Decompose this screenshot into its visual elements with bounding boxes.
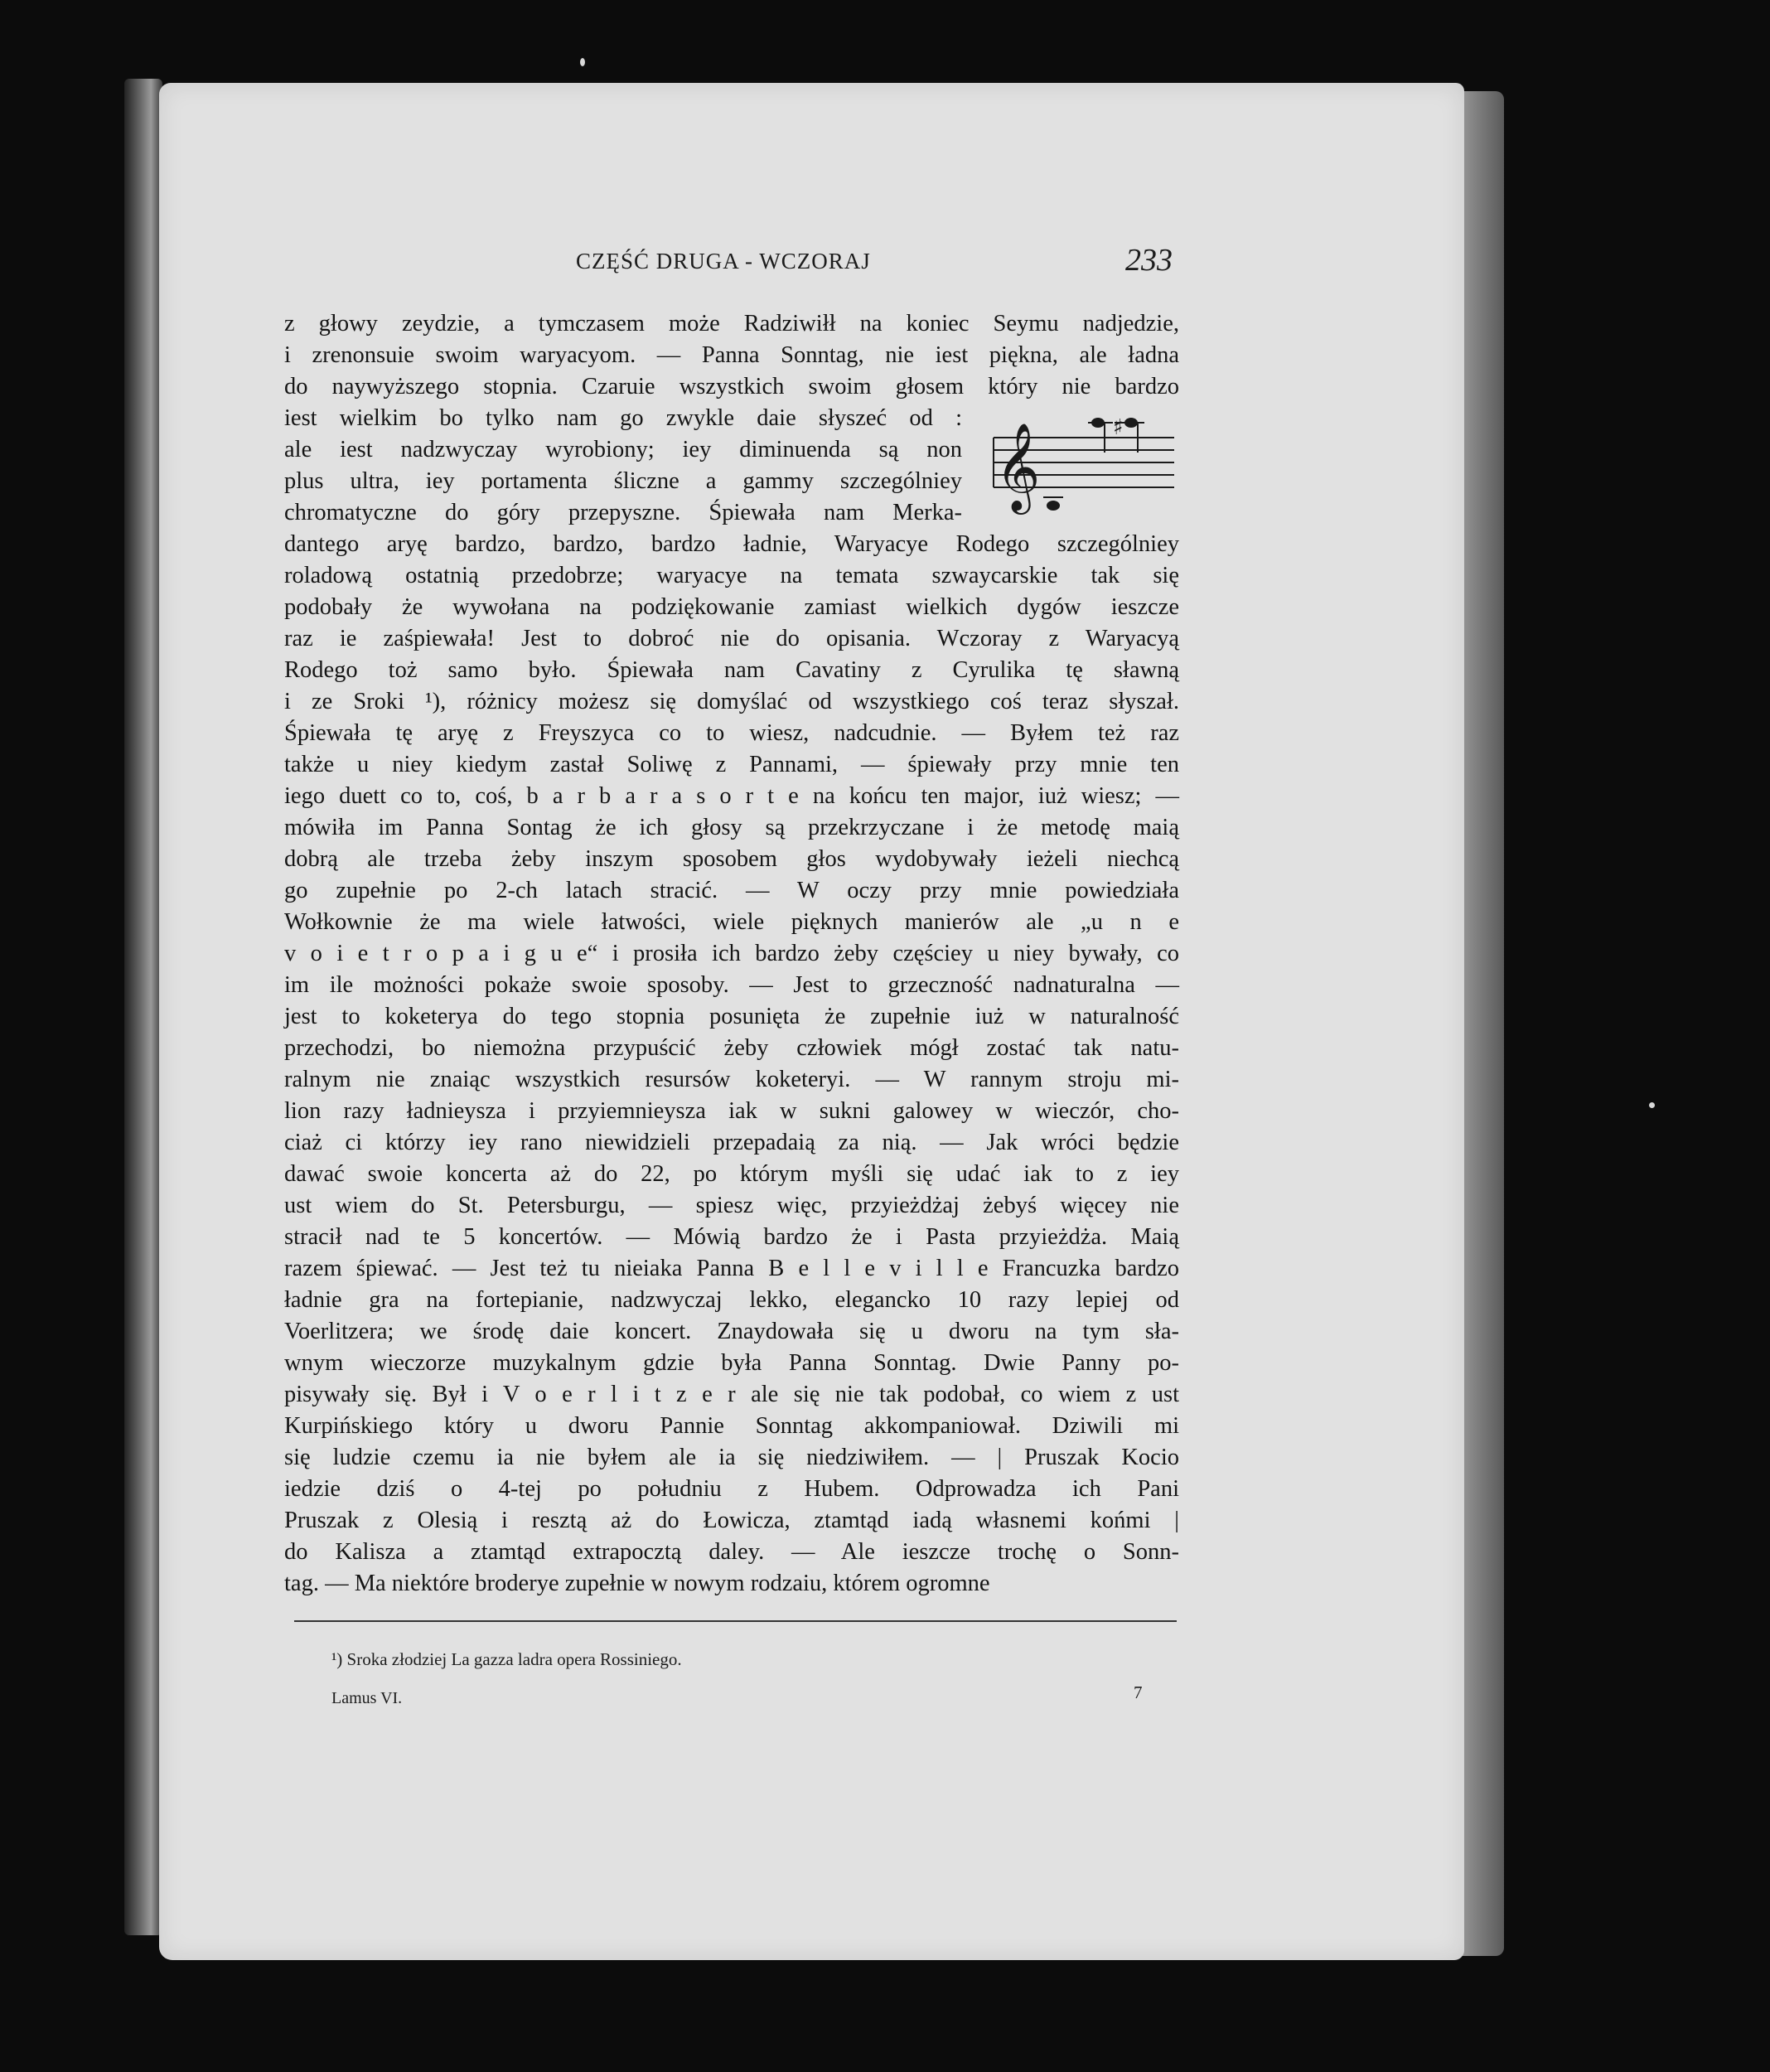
book-spine-edge <box>124 79 162 1935</box>
dust-speck <box>580 58 585 66</box>
text-line: pisywały się. Był i V o e r l i t z e r ale się nie tak podobał, co wiem z ust <box>284 1382 1179 1407</box>
running-head: CZĘŚĆ DRUGA - WCZORAJ <box>576 249 871 274</box>
text-line: ust wiem do St. Petersburgu, — spiesz więc, przyieżdżaj żebyś więcey nie <box>284 1193 1179 1218</box>
text-line: v o i e t r o p a i g u e“ i prosiła ich bardzo żeby częściey u niey bywały, co <box>284 941 1179 966</box>
text-line: im ile możności pokaże swoie sposoby. — Jest to grzeczność nadnaturalna — <box>284 972 1179 998</box>
text-line: jest to koketerya do tego stopnia posunięta że zupełnie iuż w naturalność <box>284 1004 1179 1029</box>
text-line: dobrą ale trzeba żeby inszym sposobem głos wydobywały ieżeli niechcą <box>284 846 1179 872</box>
music-staff-figure <box>990 413 1177 522</box>
text-line: do naywyższego stopnia. Czaruie wszystkich swoim głosem który nie bardzo <box>284 374 1179 399</box>
footnote: ¹) Sroka złodziej La gazza ladra opera Rossiniego. <box>331 1649 682 1669</box>
text-line: przechodzi, bo niemożna przypuścić żeby człowiek mógł zostać tak natu- <box>284 1035 1179 1061</box>
text-line: iego duett co to, coś, b a r b a r a s o r t e na końcu ten major, iuż wiesz; — <box>284 783 1179 809</box>
page-number: 233 <box>1125 243 1173 278</box>
footnote-rule <box>294 1620 1177 1622</box>
text-line: lion razy ładnieysza i przyiemnieysza iak w sukni galowey w wieczór, cho- <box>284 1098 1179 1124</box>
svg-text:𝄞: 𝄞 <box>995 422 1041 511</box>
text-line: Kurpińskiego który u dworu Pannie Sonntag akkompaniował. Dziwili mi <box>284 1413 1179 1439</box>
text-line: ralnym nie znaiąc wszystkich resursów koketeryi. — W rannym stroju mi- <box>284 1067 1179 1092</box>
text-line: ładnie gra na fortepianie, nadzwyczaj lekko, elegancko 10 razy lepiej od <box>284 1287 1179 1313</box>
text-line: Wołkownie że ma wiele łatwości, wiele pięknych manierów ale „u n e <box>284 909 1179 935</box>
text-line: iedzie dziś o 4-tej po południu z Hubem. Odprowadza ich Pani <box>284 1476 1179 1502</box>
text-line: ciaż ci którzy iey rano niewidzieli przepadaią za nią. — Jak wróci będzie <box>284 1130 1179 1155</box>
text-line: wnym wieczorze muzykalnym gdzie była Panna Sonntag. Dwie Panny po- <box>284 1350 1179 1376</box>
text-line: z głowy zeydzie, a tymczasem może Radziwiłł na koniec Seymu nadjedzie, <box>284 311 1179 336</box>
svg-text:♯: ♯ <box>1113 415 1124 440</box>
sheet-number: 7 <box>1134 1682 1143 1702</box>
text-line: do Kalisza a ztamtąd extrapocztą daley. — Ale ieszcze trochę o Sonn- <box>284 1539 1179 1565</box>
text-line: chromatyczne do góry przepyszne. Śpiewała nam Merka- <box>284 500 962 525</box>
text-line: i zrenonsuie swoim waryacyom. — Panna Sonntag, nie iest piękna, ale ładna <box>284 342 1179 368</box>
text-line: mówiła im Panna Sontag że ich głosy są przekrzyczane i że metodę maią <box>284 815 1179 840</box>
text-line: go zupełnie po 2-ch latach stracić. — W oczy przy mnie powiedziała <box>284 878 1179 903</box>
text-line: Pruszak z Olesią i resztą aż do Łowicza, ztamtąd iadą własnemi końmi | <box>284 1508 1179 1533</box>
text-line: Voerlitzera; we środę daie koncert. Znaydowała się u dworu na tym sła- <box>284 1319 1179 1344</box>
text-line: podobały że wywołana na podziękowanie zamiast wielkich dygów ieszcze <box>284 594 1179 620</box>
page-header <box>331 242 1173 283</box>
text-line: dawać swoie koncerta aż do 22, po którym myśli się udać iak to z iey <box>284 1161 1179 1187</box>
text-line: razem śpiewać. — Jest też tu nieiaka Panna B e l l e v i l l e Francuzka bardzo <box>284 1256 1179 1281</box>
text-line: ale iest nadzwyczay wyrobiony; iey diminuenda są non <box>284 437 962 462</box>
dust-speck <box>1649 1102 1655 1108</box>
text-line: stracił nad te 5 koncertów. — Mówią bardzo że i Pasta przyieżdża. Maią <box>284 1224 1179 1250</box>
text-line: Rodego toż samo było. Śpiewała nam Cavatiny z Cyrulika tę sławną <box>284 657 1179 683</box>
text-line: iest wielkim bo tylko nam go zwykle daie słyszeć od : <box>284 405 962 431</box>
text-line: plus ultra, iey portamenta śliczne a gammy szczególniey <box>284 468 962 494</box>
text-line: się ludzie czemu ia nie byłem ale ia się niedziwiłem. — | Pruszak Kocio <box>284 1445 1179 1470</box>
text-line: dantego aryę bardzo, bardzo, bardzo ładnie, Waryacye Rodego szczególniey <box>284 531 1179 557</box>
text-line: także u niey kiedym zastał Soliwę z Pannami, — śpiewały przy mnie ten <box>284 752 1179 777</box>
text-line: i ze Sroki ¹), różnicy możesz się domyślać od wszystkiego coś teraz słyszał. <box>284 689 1179 714</box>
text-line: Śpiewała tę aryę z Freyszyca co to wiesz, nadcudnie. — Byłem też raz <box>284 720 1179 746</box>
printer-signature: Lamus VI. <box>331 1689 403 1707</box>
text-line: roladową ostatnią przedobrze; waryacye na temata szwaycarskie tak się <box>284 563 1179 588</box>
text-line: raz ie zaśpiewała! Jest to dobroć nie do opisania. Wczoray z Waryacyą <box>284 626 1179 651</box>
text-line: tag. — Ma niektóre broderye zupełnie w nowym rodzaiu, którem ogromne <box>284 1571 990 1596</box>
